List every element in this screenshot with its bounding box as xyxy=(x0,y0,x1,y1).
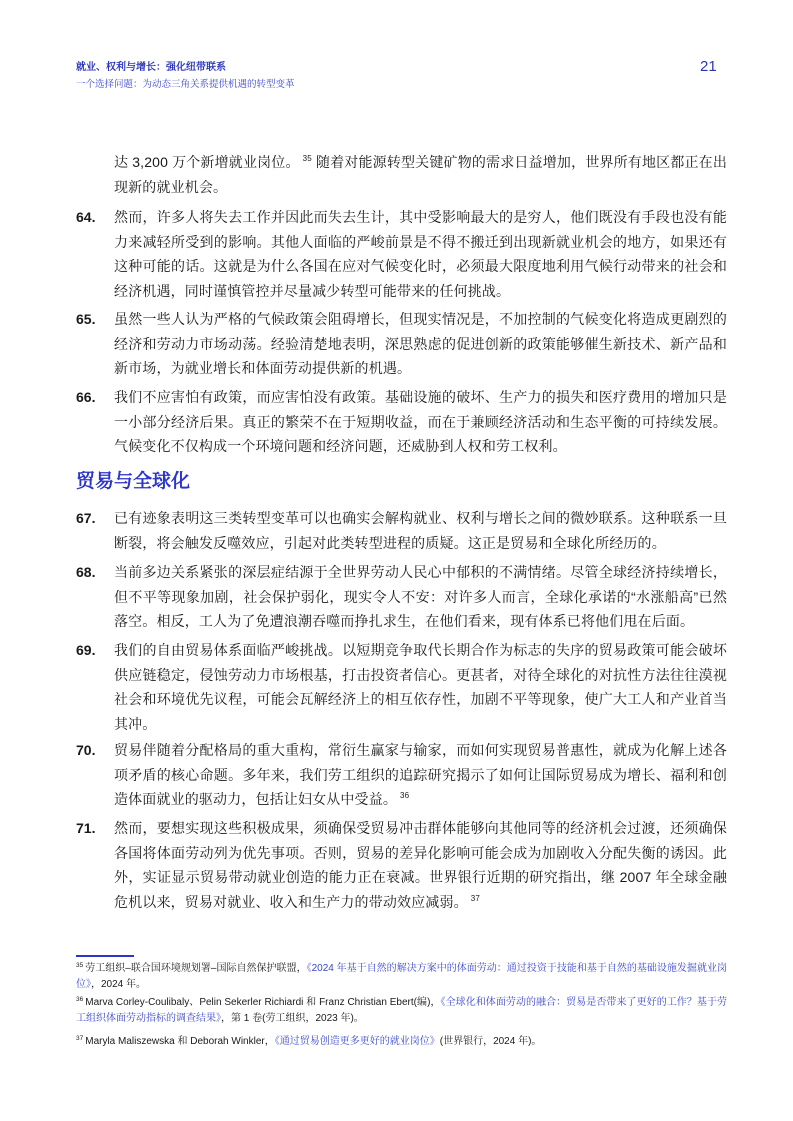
footnote-number: 37 xyxy=(76,1034,84,1042)
footnote-text: ，2024 年。 xyxy=(91,979,147,990)
footnote-text: Marva Corley-Coulibaly、Pelin Sekerler Richiardi 和 Franz Christian Ebert(编)， xyxy=(85,997,441,1008)
paragraph-text: 贸易伴随着分配格局的重大重构，常衍生赢家与输家，而如何实现贸易普惠性，就成为化解上述各项矛盾的核心命题。多年来，我们劳工组织的追踪研究揭示了如何让国际贸易成为增长、福利和创造体面就业的驱动力，包括让妇女从中受益。 xyxy=(114,742,727,807)
footnote-37 xyxy=(76,1034,727,1050)
running-header-title: 就业、权利与增长：强化纽带联系 xyxy=(76,62,226,73)
footnote-36 xyxy=(76,995,727,1027)
paragraph-70 xyxy=(76,738,727,812)
footnote-text: ，第 1 卷(劳工组织，2023 年)。 xyxy=(221,1013,364,1024)
paragraph-66 xyxy=(76,385,727,459)
paragraph-number: 66. xyxy=(76,389,96,405)
paragraph-number: 70. xyxy=(76,742,96,758)
paragraph-text: 我们的自由贸易体系面临严峻挑战。以短期竞争取代长期合作为标志的失序的贸易政策可能会破坏供应链稳定，侵蚀劳动力市场根基，打击投资者信心。更甚者，对待全球化的对抗性方法往往漠视社会和环境优先议程，可能会瓦解经济上的相互依存性，加剧不平等现象，使广大工人和产业首当其冲。 xyxy=(114,642,727,732)
footnote-text: 劳工组织–联合国环境规划署–国际自然保护联盟， xyxy=(85,963,307,974)
paragraph-number: 68. xyxy=(76,564,96,580)
paragraph-67 xyxy=(76,506,727,555)
paragraph-65 xyxy=(76,307,727,381)
paragraph-number: 65. xyxy=(76,311,96,327)
footnote-divider xyxy=(76,955,134,957)
paragraph-68 xyxy=(76,560,727,634)
paragraph-71 xyxy=(76,816,727,914)
footnote-link[interactable]: 《全球化和体面劳动的融合：贸易是否带来了更好的工作？基于劳工组织体面劳动指标的调查结果》 xyxy=(76,997,728,1024)
page-number: 21 xyxy=(700,58,717,75)
footnote-ref[interactable]: 37 xyxy=(470,893,480,903)
paragraph-text: 达 3,200 万个新增就业岗位。 xyxy=(114,154,300,170)
footnote-text: (世界银行，2024 年)。 xyxy=(439,1036,542,1047)
footnote-number: 35 xyxy=(76,961,84,969)
paragraph-69 xyxy=(76,638,727,736)
paragraph-text: 已有迹象表明这三类转型变革可以也确实会解构就业、权利与增长之间的微妙联系。这种联系一旦断裂，将会触发反噬效应，引起对此类转型进程的质疑。这正是贸易和全球化所经历的。 xyxy=(114,510,727,551)
running-header-subtitle: 一个选择问题：为动态三角关系提供机遇的转型变革 xyxy=(76,79,295,90)
footnote-ref[interactable]: 35 xyxy=(302,154,312,164)
footnote-link[interactable]: 《2024 年基于自然的解决方案中的体面劳动：通过投资于技能和基于自然的基础设施发掘就业岗位》 xyxy=(76,963,727,990)
paragraph-text: 然而，许多人将失去工作并因此而失去生计，其中受影响最大的是穷人，他们既没有手段也没有能力来减轻所受到的影响。其他人面临的严峻前景是不得不搬迁到出现新就业机会的地方，如果还有这种可能的话。这就是为什么各国在应对气候变化时，必须最大限度地利用气候行动带来的社会和经济机遇，同时谨慎管控并尽量减少转型可能带来的任何挑战。 xyxy=(114,209,727,299)
paragraph-text: 虽然一些人认为严格的气候政策会阻碍增长，但现实情况是，不加控制的气候变化将造成更剧烈的经济和劳动力市场动荡。经验清楚地表明，深思熟虑的促进创新的政策能够催生新技术、新产品和新市场，为就业增长和体面劳动提供新的机遇。 xyxy=(114,311,727,376)
paragraph-text: 我们不应害怕有政策，而应害怕没有政策。基础设施的破坏、生产力的损失和医疗费用的增加只是一小部分经济后果。真正的繁荣不在于短期收益，而在于兼顾经济活动和生态平衡的可持续发展。气候变化不仅构成一个环境问题和经济问题，还威胁到人权和劳工权利。 xyxy=(114,389,727,454)
footnote-text: Maryla Maliszewska 和 Deborah Winkler， xyxy=(85,1036,275,1047)
paragraph-text: 当前多边关系紧张的深层症结源于全世界劳动人民心中郁积的不满情绪。尽管全球经济持续增长，但不平等现象加剧，社会保护弱化，现实令人不安：对许多人而言，全球化承诺的“水涨船高”已然落空。相反，工人为了免遭浪潮吞噬而挣扎求生，在他们看来，现有体系已将他们甩在后面。 xyxy=(114,564,727,629)
paragraph-text: 随着对能源转型关键矿物的需求日益增加，世界所有地区都正在出现新的就业机会。 xyxy=(114,154,727,195)
paragraph-64 xyxy=(76,205,727,303)
paragraph-number: 69. xyxy=(76,642,96,658)
paragraph-number: 67. xyxy=(76,510,96,526)
paragraph-number: 64. xyxy=(76,209,96,225)
paragraph-continuation xyxy=(76,150,727,199)
paragraph-text: 然而，要想实现这些积极成果，须确保受贸易冲击群体能够向其他同等的经济机会过渡，还须确保各国将体面劳动列为优先事项。否则，贸易的差异化影响可能会成为加剧收入分配失衡的诱因。此外，实证显示贸易带动就业创造的能力正在衰减。世界银行近期的研究指出，继 2007 年全球金融危机以来，贸易对就业、收入和生产力的带动效应减弱。 xyxy=(114,820,727,910)
footnote-ref[interactable]: 36 xyxy=(400,791,410,801)
footnote-link[interactable]: 《通过贸易创造更多更好的就业岗位》 xyxy=(274,1036,440,1047)
paragraph-number: 71. xyxy=(76,820,96,836)
section-heading: 贸易与全球化 xyxy=(76,471,191,492)
footnote-number: 36 xyxy=(76,995,84,1003)
footnote-35 xyxy=(76,961,727,993)
